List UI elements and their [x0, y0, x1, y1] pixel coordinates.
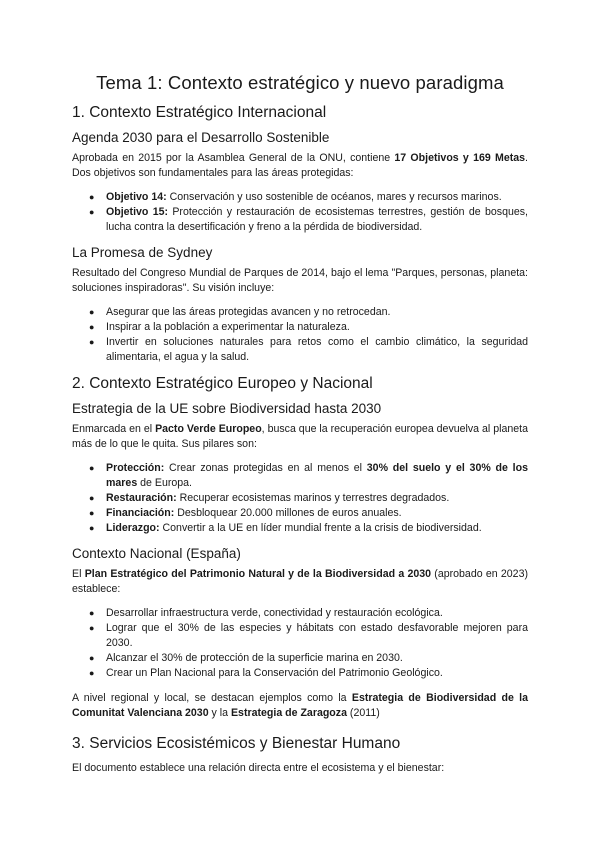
bullet-icon: ●	[89, 623, 95, 633]
bullet-icon: ●	[89, 192, 95, 202]
eu-pillars-list	[72, 461, 528, 536]
spain-heading: Contexto Nacional (España)	[72, 546, 241, 561]
list-item: ● Lograr que el 30% de las especies y hábitats con estado desfavorable mejoren para 2030.	[89, 622, 528, 649]
list-item: ● Objetivo 15: Protección y restauración de ecosistemas terrestres, gestión de bosques, lucha contra la desertificación y freno a la pérdida de biodiversidad.	[89, 206, 528, 233]
spain-plan-list	[72, 606, 528, 681]
page-title: Tema 1: Contexto estratégico y nuevo paradigma	[96, 72, 504, 93]
list-item: ● Crear un Plan Nacional para la Conservación del Patrimonio Geológico.	[89, 667, 443, 679]
bullet-icon: ●	[89, 463, 95, 473]
list-item: ● Desarrollar infraestructura verde, conectividad y restauración ecológica.	[89, 607, 443, 619]
regional-examples: A nivel regional y local, se destacan ejemplos como la Estrategia de Biodiversidad de la Comunitat Valenciana 2030 y la Estrategia de Zaragoza (2011)	[72, 692, 528, 719]
section-1-heading: 1. Contexto Estratégico Internacional	[72, 104, 327, 121]
agenda-objectives-list	[72, 190, 528, 235]
bullet-icon: ●	[89, 508, 95, 518]
bullet-icon: ●	[89, 207, 95, 217]
bullet-icon: ●	[89, 653, 95, 663]
list-item: ● Objetivo 14: Conservación y uso sostenible de océanos, mares y recursos marinos.	[89, 191, 502, 203]
bullet-icon: ●	[89, 608, 95, 618]
bullet-icon: ●	[89, 523, 95, 533]
list-item: ● Liderazgo: Convertir a la UE en líder mundial frente a la crisis de biodiversidad.	[89, 522, 482, 534]
agenda-intro: Aprobada en 2015 por la Asamblea General de la ONU, contiene 17 Objetivos y 169 Metas. Dos objetivos son fundamentales para las áreas protegidas:	[72, 152, 528, 179]
list-item: ● Financiación: Desbloquear 20.000 millones de euros anuales.	[89, 507, 402, 519]
bullet-icon: ●	[89, 668, 95, 678]
bullet-icon: ●	[89, 493, 95, 503]
section-3-intro: El documento establece una relación directa entre el ecosistema y el bienestar:	[72, 762, 445, 774]
agenda-heading: Agenda 2030 para el Desarrollo Sostenible	[72, 130, 330, 145]
eu-strategy-heading: Estrategia de la UE sobre Biodiversidad hasta 2030	[72, 401, 382, 416]
sydney-intro: Resultado del Congreso Mundial de Parques de 2014, bajo el lema "Parques, personas, planeta: soluciones inspiradoras". Su visión incluye:	[72, 267, 528, 294]
eu-strategy-intro: Enmarcada en el Pacto Verde Europeo, busca que la recuperación europea devuelva al planeta más de lo que le quita. Sus pilares son:	[72, 423, 528, 450]
bullet-icon: ●	[89, 322, 95, 332]
list-item: ● Inspirar a la población a experimentar la naturaleza.	[89, 321, 350, 333]
bullet-icon: ●	[89, 337, 95, 347]
sydney-list	[72, 305, 528, 365]
list-item: ● Asegurar que las áreas protegidas avancen y no retrocedan.	[89, 306, 391, 318]
section-3-heading: 3. Servicios Ecosistémicos y Bienestar Humano	[72, 735, 401, 752]
spain-intro: El Plan Estratégico del Patrimonio Natural y de la Biodiversidad a 2030 (aprobado en 2023) establece:	[72, 568, 528, 595]
list-item: ● Invertir en soluciones naturales para retos como el cambio climático, la seguridad alimentaria, el agua y la salud.	[89, 336, 528, 363]
bullet-icon: ●	[89, 307, 95, 317]
list-item: ● Restauración: Recuperar ecosistemas marinos y terrestres degradados.	[89, 492, 450, 504]
section-2-heading: 2. Contexto Estratégico Europeo y Nacional	[72, 375, 373, 392]
sydney-heading: La Promesa de Sydney	[72, 245, 213, 260]
list-item: ● Protección: Crear zonas protegidas en al menos el 30% del suelo y el 30% de los mares de Europa.	[89, 462, 528, 489]
list-item: ● Alcanzar el 30% de protección de la superficie marina en 2030.	[89, 652, 403, 664]
